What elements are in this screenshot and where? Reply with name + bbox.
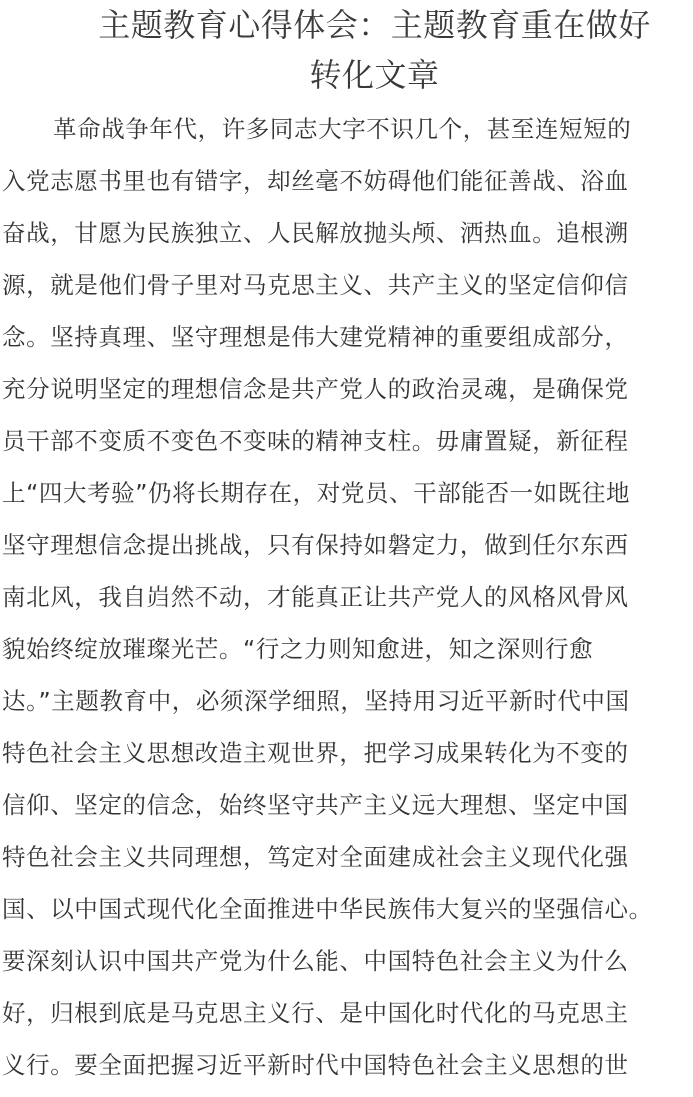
body-line: 要深刻认识中国共产党为什么能、中国特色社会主义为什么	[2, 947, 629, 975]
body-line: 达。”主题教育中，必须深学细照，坚持用习近平新时代中国	[2, 687, 630, 715]
body-line: 特色社会主义思想改造主观世界，把学习成果转化为不变的	[2, 739, 629, 767]
paragraph-first-line: 革命战争年代，许多同志大字不识几个，甚至连短短的	[53, 115, 632, 143]
body-line: 坚守理想信念提出挑战，只有保持如磐定力，做到任尔东西	[2, 531, 629, 559]
body-line: 貌始终绽放璀璨光芒。“行之力则知愈进，知之深则行愈	[2, 635, 594, 663]
title-line: 主题教育心得体会：主题教育重在做好	[98, 6, 651, 44]
article-body	[0, 103, 693, 1091]
body-line: 好，归根到底是马克思主义行、是中国化时代化的马克思主	[2, 999, 629, 1027]
body-line: 充分说明坚定的理想信念是共产党人的政治灵魂，是确保党	[2, 375, 629, 403]
body-line: 源，就是他们骨子里对马克思主义、共产主义的坚定信仰信	[2, 271, 629, 299]
article-title	[0, 0, 693, 100]
body-line: 员干部不变质不变色不变味的精神支柱。毋庸置疑，新征程	[2, 427, 629, 455]
body-line: 特色社会主义共同理想，笃定对全面建成社会主义现代化强	[2, 843, 629, 871]
body-line: 国、以中国式现代化全面推进中华民族伟大复兴的坚强信心。	[2, 895, 653, 923]
body-line: 上“四大考验”仍将长期存在，对党员、干部能否一如既往地	[2, 479, 631, 507]
title-line: 转化文章	[309, 56, 440, 94]
body-line: 信仰、坚定的信念，始终坚守共产主义远大理想、坚定中国	[2, 791, 629, 819]
body-line: 南北风，我自岿然不动，才能真正让共产党人的风格风骨风	[2, 583, 629, 611]
body-line: 念。坚持真理、坚守理想是伟大建党精神的重要组成部分，	[2, 323, 629, 351]
body-line: 入党志愿书里也有错字，却丝毫不妨碍他们能征善战、浴血	[2, 167, 629, 195]
body-line: 奋战，甘愿为民族独立、人民解放抛头颅、洒热血。追根溯	[2, 219, 629, 247]
body-line: 义行。要全面把握习近平新时代中国特色社会主义思想的世	[2, 1051, 629, 1079]
